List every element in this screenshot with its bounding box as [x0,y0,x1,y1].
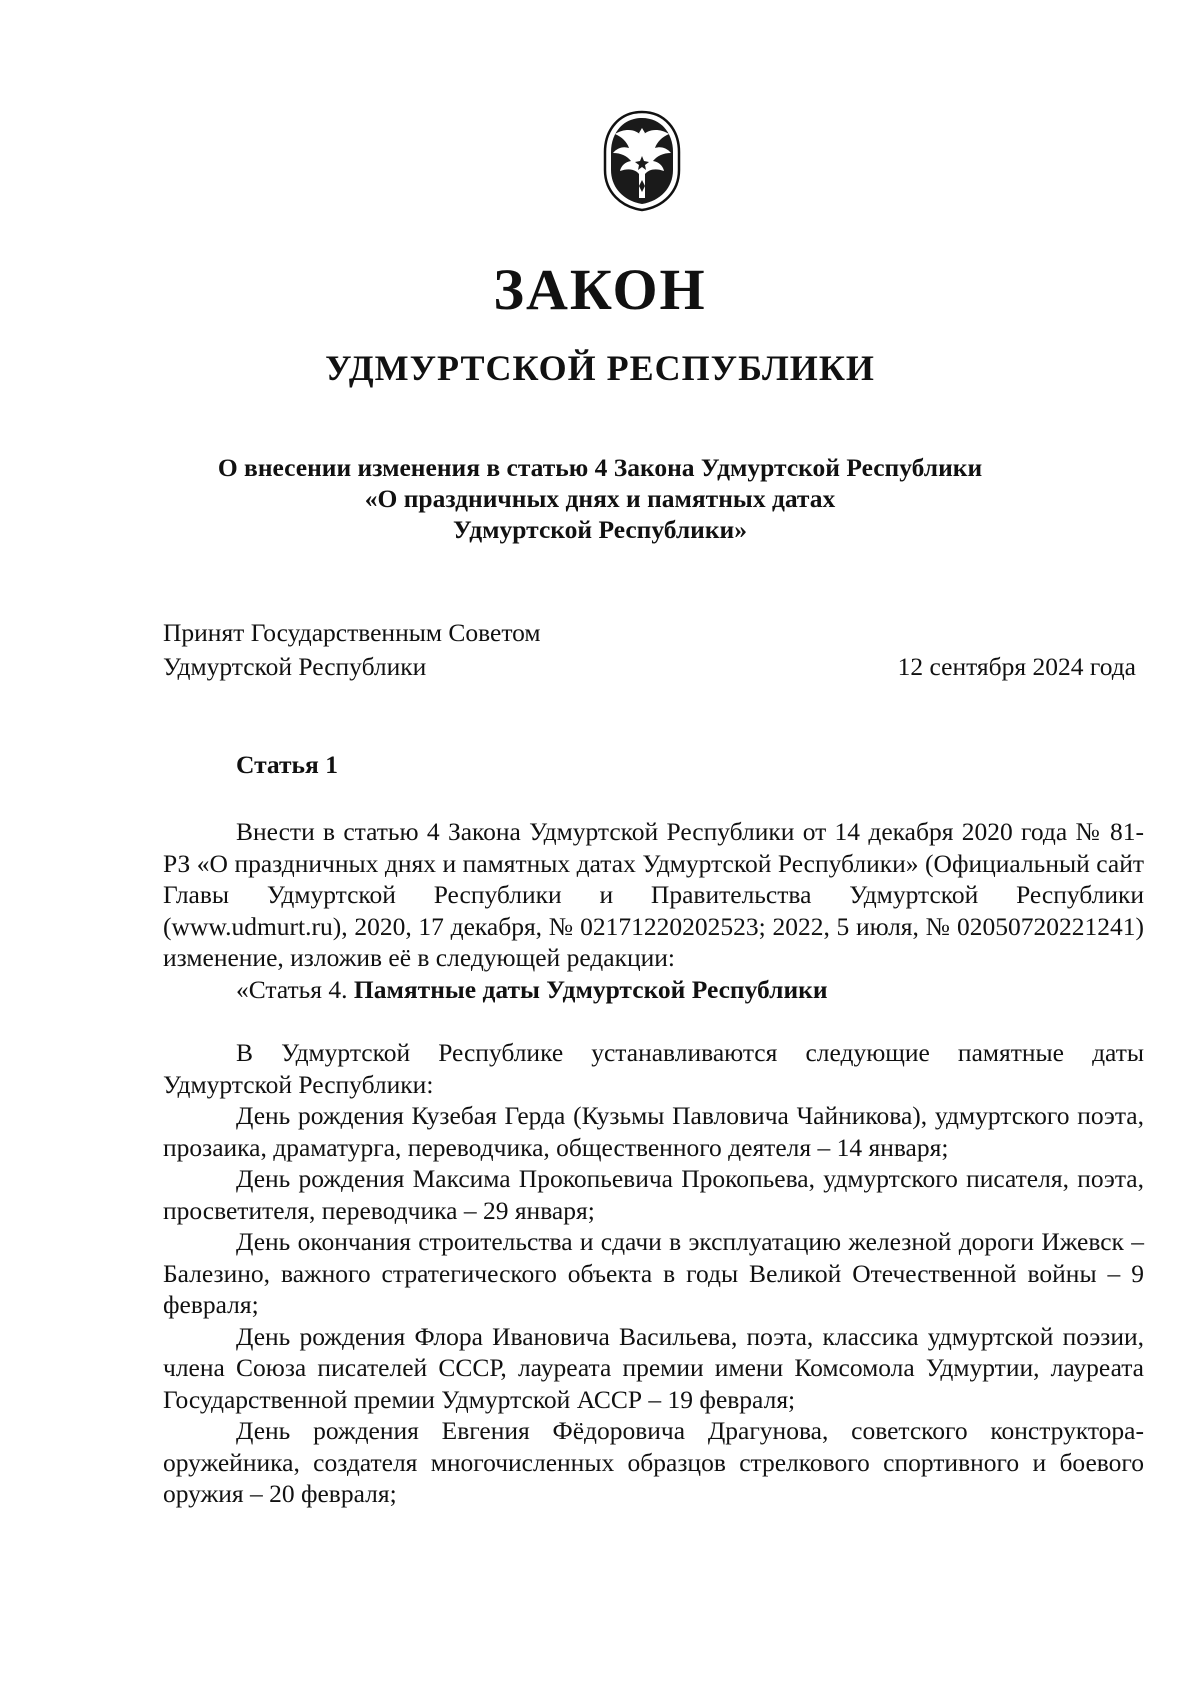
law-heading-line-2: «О праздничных днях и памятных датах [364,484,836,513]
law-heading-line-3: Удмуртской Республики» [453,515,747,544]
quoted-article-title: Памятные даты Удмуртской Республики [353,974,828,1004]
adoption-line-2: Удмуртской Республики [163,652,427,681]
memorial-date-item: День рождения Кузебая Герда (Кузьмы Павловича Чайникова), удмуртского поэта, прозаика, драматурга, переводчика, общественного деятеля – 14 января; [163,1101,1144,1162]
adoption-date: 12 сентября 2024 года [897,652,1136,681]
memorial-date-item: День рождения Евгения Фёдоровича Драгунова, советского конструктора-оружейника, создателя многочисленных образцов стрелкового спортивного и боевого оружия – 20 февраля; [163,1416,1144,1508]
memorial-dates-lead: В Удмуртской Республике устанавливаются следующие памятные даты Удмуртской Республики: [163,1038,1144,1099]
law-heading-line-1: О внесении изменения в статью 4 Закона Удмуртской Республики [217,453,983,482]
law-heading [150,452,1050,545]
article-body [163,816,1144,1510]
document-subtitle: УДМУРТСКОЙ РЕСПУБЛИКИ [325,348,875,388]
memorial-date-item: День рождения Флора Ивановича Васильева, поэта, классика удмуртской поэзии, члена Союза писателей СССР, лауреата премии имени Комсомола Удмуртии, лауреата Государственной премии Удмуртской АССР – 19 февраля; [163,1321,1144,1414]
quoted-article-heading [163,974,1144,1006]
memorial-date-item: День рождения Максима Прокопьевича Прокопьева, удмуртского писателя, поэта, просветителя, переводчика – 29 января; [163,1164,1144,1225]
article-intro: Внести в статью 4 Закона Удмуртской Республики от 14 декабря 2020 года № 81-РЗ «О праздничных днях и памятных датах Удмуртской Республики» (Официальный сайт Главы Удмуртской Республики и Правительства Удмуртской Республики (www.udmurt.ru), 2020, 17 декабря, № 02171220202523; 2022, 5 июля, № 02050720221241) изменение, изложив её в следующей редакции: [163,817,1144,972]
adoption-statement [163,616,541,684]
memorial-date-item: День окончания строительства и сдачи в эксплуатацию железной дороги Ижевск – Балезино, важного стратегического объекта в годы Великой Отечественной войны – 9 февраля; [163,1227,1144,1319]
article-number: Статья 1 [236,750,338,779]
adoption-line-1: Принят Государственным Советом [163,618,541,647]
quoted-article-prefix: «Статья 4. [236,974,348,1004]
document-title: ЗАКОН [493,257,707,322]
udmurtia-coat-of-arms-icon [599,106,685,214]
